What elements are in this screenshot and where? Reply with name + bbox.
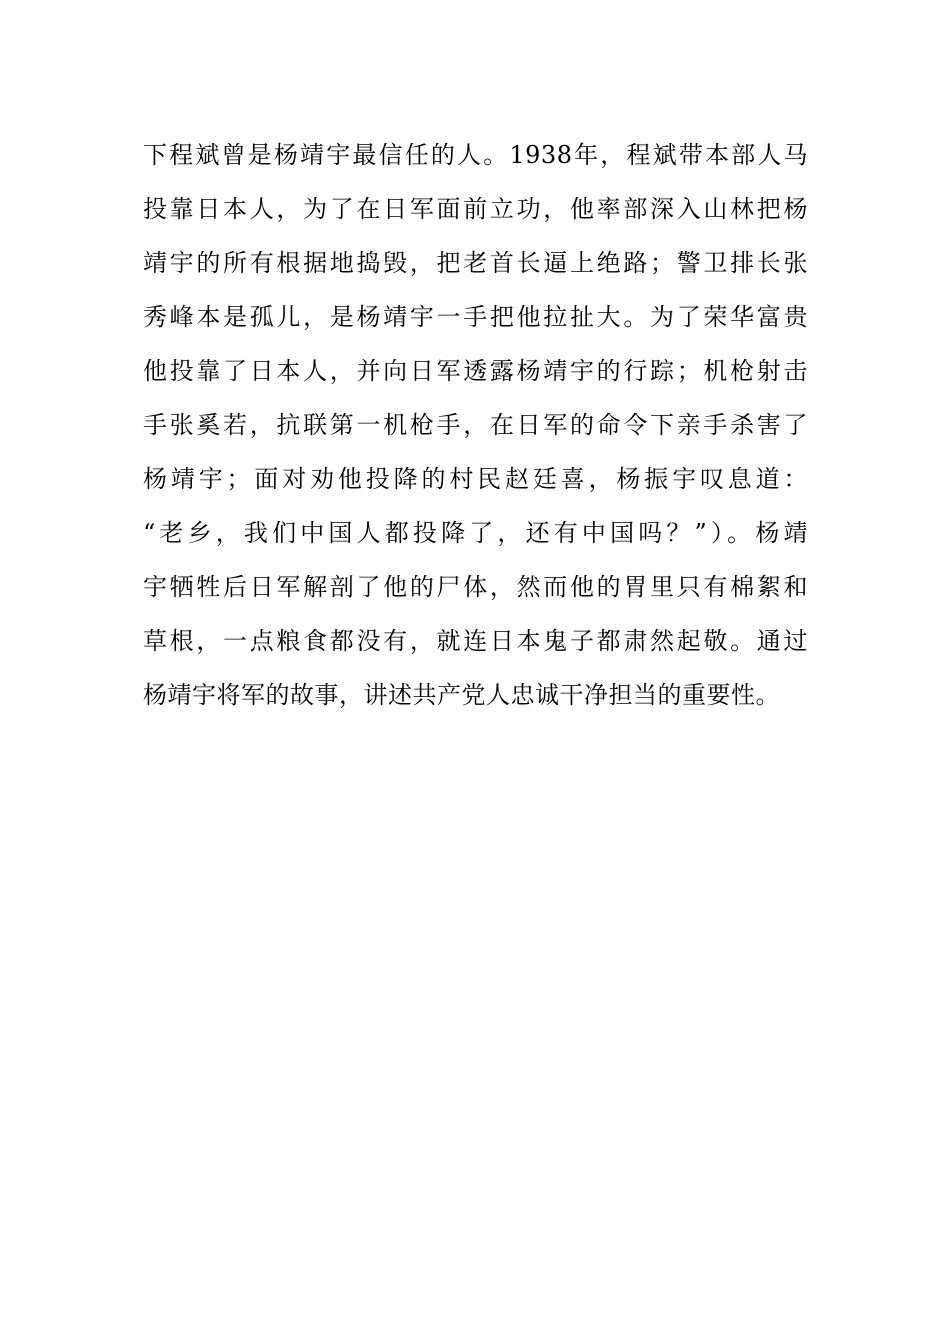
- paragraph-line: 他投靠了日本人，并向日军透露杨靖宇的行踪；机枪射击: [143, 357, 808, 385]
- paragraph-line: 杨靖宇将军的故事，讲述共产党人忠诚干净担当的重要性。: [143, 681, 780, 709]
- paragraph-line: 秀峰本是孤儿，是杨靖宇一手把他拉扯大。为了荣华富贵: [143, 303, 808, 331]
- paragraph-line: 投靠日本人，为了在日军面前立功，他率部深入山林把杨: [143, 195, 808, 223]
- paragraph-line: 手张奚若，抗联第一机枪手，在日军的命令下亲手杀害了: [143, 411, 808, 439]
- paragraph-line: 草根，一点粮食都没有，就连日本鬼子都肃然起敬。通过: [143, 627, 808, 655]
- paragraph-line: 宇牺牲后日军解剖了他的尸体，然而他的胃里只有棉絮和: [143, 573, 808, 601]
- body-paragraph: [143, 128, 808, 722]
- paragraph-line: 杨靖宇；面对劝他投降的村民赵廷喜，杨振宇叹息道：: [143, 465, 808, 493]
- paragraph-line: “老乡，我们中国人都投降了，还有中国吗？”）。杨靖: [143, 519, 808, 547]
- paragraph-line: 靖宇的所有根据地捣毁，把老首长逼上绝路；警卫排长张: [143, 249, 808, 277]
- paragraph-line: 下程斌曾是杨靖宇最信任的人。1938年，程斌带本部人马: [143, 141, 808, 169]
